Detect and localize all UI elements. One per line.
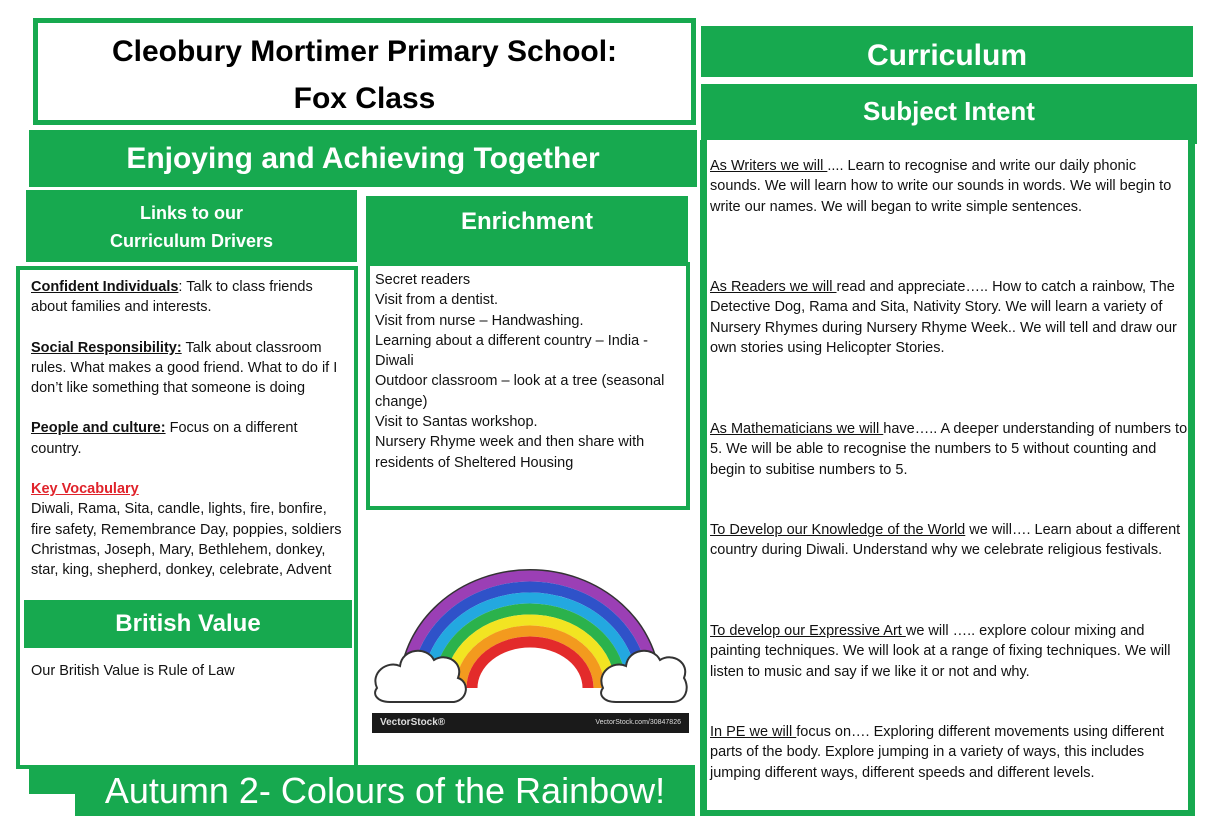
intent-art: [710, 621, 1188, 682]
key-vocabulary-label: Key Vocabulary: [31, 481, 139, 498]
intent-world-lead: To Develop our Knowledge of the World: [710, 522, 966, 538]
title-box: [33, 18, 696, 125]
enrichment-item: Secret readers: [375, 272, 471, 288]
driver-social: [31, 338, 349, 399]
enrichment-list: [375, 270, 685, 473]
links-heading-line2: Curriculum Drivers: [109, 231, 274, 251]
british-value-text: Our British Value is Rule of Law: [31, 663, 235, 679]
intent-readers-text: read and appreciate….. How to catch a rainbow, The Detective Dog, Rama and Sita, Nativity Story. We will learn a variety of Nursery Rhymes during Nursery Rhyme Week.. We will tell and draw our own stories using Helicopter Stories.: [710, 279, 1177, 356]
intent-maths: [710, 419, 1188, 480]
curriculum-heading: Curriculum: [701, 26, 1193, 77]
intent-pe: [710, 722, 1188, 783]
footer-accent: [29, 769, 79, 794]
enrichment-item: Visit from nurse – Handwashing.: [375, 312, 584, 329]
driver-people-text: Focus on a different country.: [31, 420, 298, 457]
rainbow-icon: [372, 548, 689, 718]
enrichment-item: Nursery Rhyme week and then share with residents of Sheltered Housing: [375, 434, 645, 471]
subject-intent-heading: Subject Intent: [701, 84, 1197, 144]
intent-maths-lead: As Mathematicians we will: [710, 421, 884, 437]
links-heading-line1: Links to our: [140, 203, 243, 223]
intent-readers: [710, 277, 1188, 358]
intent-world-text: we will…. Learn about a different country during Diwali. Understand why we celebrate religious festivals.: [710, 522, 1181, 559]
school-title: Cleobury Mortimer Primary School:: [111, 35, 618, 68]
driver-social-label: Social Responsibility:: [31, 339, 182, 356]
driver-confident: [31, 277, 349, 318]
driver-confident-text: : Talk to class friends about families and interests.: [31, 279, 313, 316]
driver-social-text: Talk about classroom rules. What makes a good friend. What to do if I don’t like something that someone is doing: [31, 339, 338, 397]
class-title: Fox Class: [293, 82, 436, 115]
intent-art-lead: To develop our Expressive Art: [710, 623, 906, 639]
enrichment-item: Outdoor classroom – look at a tree (seasonal change): [375, 373, 665, 410]
driver-people-label: People and culture:: [31, 420, 166, 437]
watermark-url: VectorStock.com/30847826: [595, 719, 681, 726]
image-watermark-bar: [372, 713, 689, 733]
curriculum-drivers-text: [31, 277, 349, 581]
enrichment-item: Visit to Santas workshop.: [375, 414, 538, 431]
intent-maths-text: have….. A deeper understanding of numbers to 5. We will be able to recognise the numbers to 5 without counting and begin to subitise numbers to 5.: [710, 421, 1188, 478]
enrichment-item: Learning about a different country – India - Diwali: [375, 332, 649, 370]
motto-banner: Enjoying and Achieving Together: [29, 130, 697, 187]
topic-banner: Autumn 2- Colours of the Rainbow!: [75, 765, 695, 816]
rainbow-illustration: [372, 548, 689, 736]
intent-readers-lead: As Readers we will: [710, 279, 837, 295]
intent-art-text: we will ….. explore colour mixing and painting techniques. We will look at a range of fixing techniques. We will listen to music and say if we like it or not and why.: [710, 623, 1171, 680]
watermark-brand: VectorStock®: [380, 717, 446, 728]
intent-writers: [710, 156, 1188, 217]
driver-confident-label: Confident Individuals: [31, 279, 179, 295]
enrichment-item: Visit from a dentist.: [375, 292, 499, 309]
british-value-heading: British Value: [24, 600, 352, 648]
intent-writers-lead: As Writers we will: [710, 158, 828, 174]
key-vocabulary-text: Diwali, Rama, Sita, candle, lights, fire, bonfire, fire safety, Remembrance Day, poppies, soldiers Christmas, Joseph, Mary, Bethlehem, donkey, star, king, shepherd, donkey, celebrate, Advent: [31, 501, 342, 579]
intent-world: [710, 520, 1188, 561]
intent-pe-lead: In PE we will: [710, 724, 797, 740]
intent-writers-text: .... Learn to recognise and write our daily phonic sounds. We will learn how to write our sounds in words. We will begin to write our names. We will began to write simple sentences.: [710, 158, 1172, 215]
enrichment-heading: Enrichment: [366, 196, 688, 264]
driver-people: [31, 418, 349, 459]
intent-pe-text: focus on…. Exploring different movements using different parts of the body. Explore jumping in a variety of ways, this includes jumping different ways, different speeds and different levels.: [710, 724, 1165, 781]
links-heading: [26, 190, 357, 262]
